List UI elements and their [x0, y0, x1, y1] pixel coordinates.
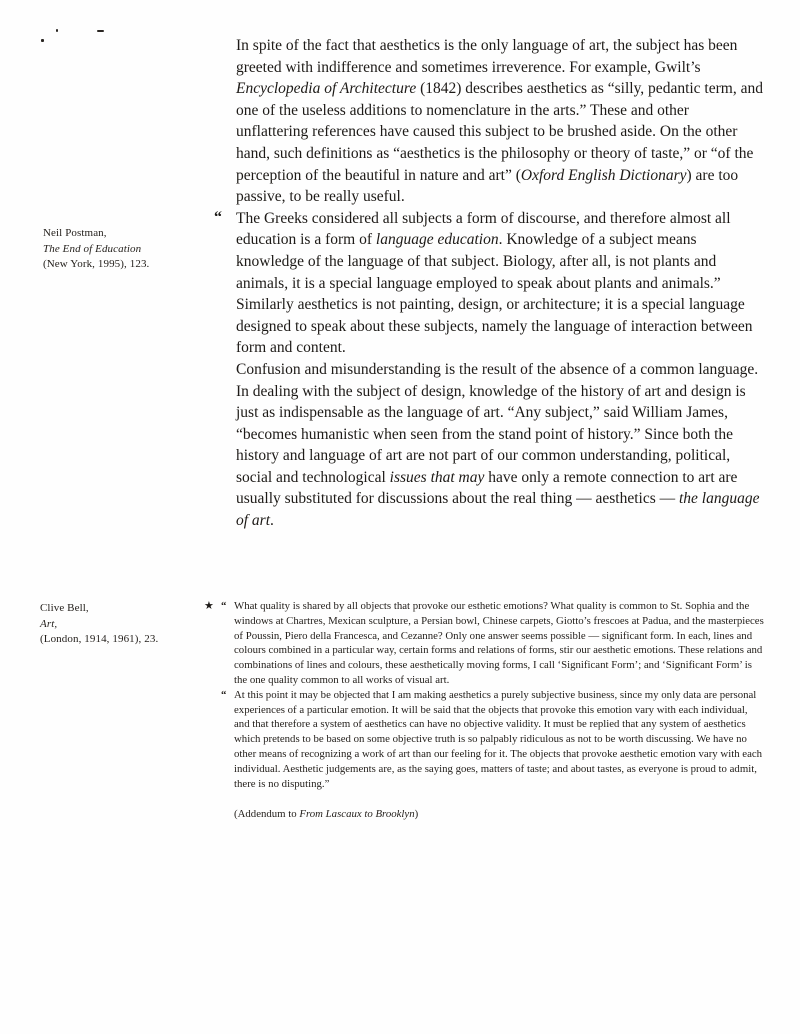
citation-line: The End of Education: [43, 242, 142, 255]
body-paragraph: Confusion and misunderstanding is the result of the absence of a common language. In dealing with the subject of design, knowledge of the history of art and design is just as indispensable as the language of art. “Any subject,” said William James, “becomes humanistic when seen from the stand point of history.” Since both the history and language of art are not part of our common understanding, political, social and technological issues that may have only a remote connection to art are usually substituted for discussions about the real thing — aesthetics — the language of art.: [236, 360, 760, 530]
margin-citation-bell: [40, 601, 158, 648]
main-text-column: [214, 35, 763, 532]
scan-artifact: [97, 30, 104, 32]
body-paragraph: In spite of the fact that aesthetics is the only language of art, the subject has been greeted with indifference and sometimes irreverence. For example, Gwilt’s Encyclopedia of Architecture (1842) describes aesthetics as “silly, pedantic term, and one of the useless additions to nomenclature in the arts.” These and other unflattering references have caused this subject to be brushed aside. On the other hand, such definitions as “aesthetics is the philosophy or theory of taste,” or “of the perception of the beautiful in nature and art” (Oxford English Dictionary) are too passive, to be really useful.: [236, 37, 763, 206]
footnote-open-quote: “: [221, 600, 227, 612]
footnote-block: [204, 599, 765, 833]
citation-line: (London, 1914, 1961), 23.: [40, 633, 159, 645]
footnote-text: At this point it may be objected that I am making aesthetics a purely subjective business, since my only data are personal experiences of a particular emotion. It will be said that the objects that provoke this emotion vary with each individual, and that therefore a system of aesthetics can have no objective validity. It must be replied that any system of aesthetics which pretends to be based on some objective truth is so palpably ridiculous as not to be worth discussing. We have no other means of recognizing a work of art than our feeling for it. The objects that provoke aesthetic emotion vary with each individual. Aesthetic judgements are, as the saying goes, matters of taste; and about tastes, as everyone is proud to admit, there is no disputing.”: [234, 688, 763, 790]
footnote-text: What quality is shared by all objects that provoke our esthetic emotions? What quality is common to St. Sophia and the windows at Chartres, Mexican sculpture, a Persian bowl, Chinese carpets, Giotto’s frescoes at Padua, and the masterpieces of Poussin, Piero della Francesca, and Cezanne? Only one answer seems possible — significant form. In each, lines and colours combined in a particular way, certain forms and relations of forms, stir our aesthetic emotions. These relations and combinations of lines and colours, these aesthetically moving forms, I call ‘Significant Form’; and ‘Significant Form’ is the one quality common to all works of visual art.: [234, 600, 764, 686]
citation-line: Art,: [40, 617, 58, 630]
margin-citation-postman: [43, 226, 149, 273]
footnote-bell-2: [221, 688, 765, 792]
addendum-line: (Addendum to From Lascaux to Brooklyn): [234, 808, 419, 821]
footnote-bell-1: [204, 599, 765, 688]
scan-artifact: [41, 39, 44, 42]
star-icon: ★: [204, 600, 214, 612]
citation-line: Clive Bell,: [40, 602, 89, 614]
citation-line: Neil Postman,: [43, 227, 107, 239]
scan-artifact: [56, 29, 58, 32]
quote-text: The Greeks considered all subjects a form of discourse, and therefore almost all education is a form of language education. Knowledge of a subject means knowledge of the language of that subject. Biology, after all, is not plants and animals, it is a special language employed to speak about plants and animals.” Similarly aesthetics is not painting, design, or architecture; it is a special language designed to speak about these subjects, namely the language of interaction between form and content.: [236, 209, 753, 357]
citation-line: (New York, 1995), 123.: [43, 258, 150, 270]
footnote-open-quote: “: [221, 688, 227, 701]
hanging-open-quote: “: [214, 208, 222, 226]
body-paragraph-quote: [214, 208, 763, 359]
